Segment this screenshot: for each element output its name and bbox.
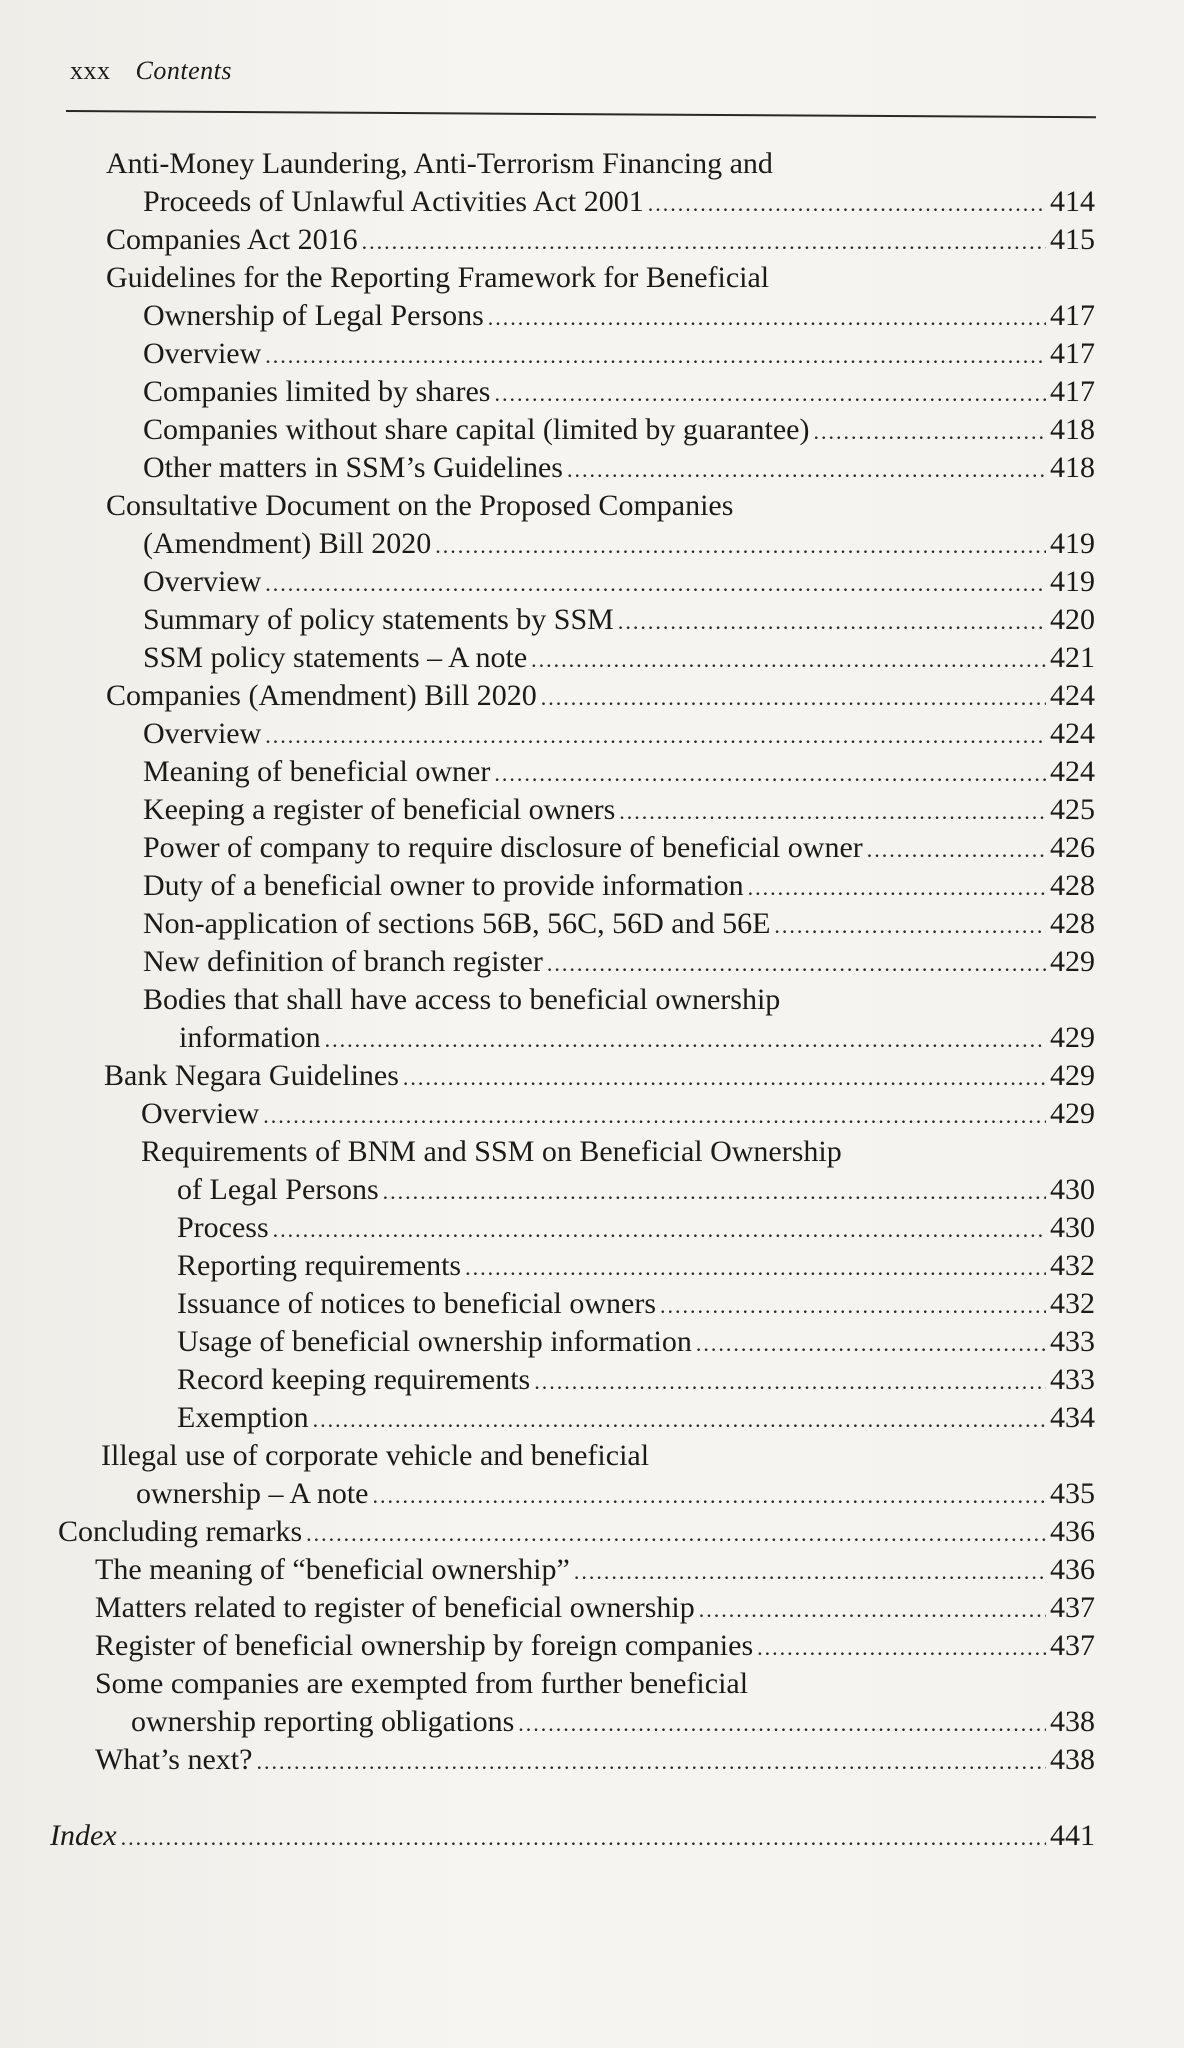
toc-entry-text: ownership – A note [136, 1477, 369, 1510]
leader-dots [494, 375, 1046, 413]
toc-entry-text: New definition of branch register [143, 945, 543, 978]
toc-entry [143, 867, 1095, 905]
toc-entry [177, 1323, 1095, 1361]
toc-entry [106, 145, 1092, 183]
leader-dots [774, 907, 1046, 945]
header-rule [66, 110, 1096, 118]
leader-dots [757, 1629, 1046, 1667]
toc-entry [58, 1513, 1095, 1551]
leader-dots [256, 1743, 1046, 1781]
toc-entry [141, 1133, 1091, 1171]
toc-entry [95, 1627, 1095, 1665]
toc-entry [143, 905, 1095, 943]
leader-dots [488, 299, 1046, 337]
toc-page-number: 430 [1050, 1211, 1095, 1244]
toc-entry-text: Other matters in SSM’s Guidelines [143, 451, 563, 484]
leader-dots [265, 717, 1046, 755]
toc-entry-text: SSM policy statements – A note [143, 641, 528, 674]
toc-entry [143, 525, 1095, 563]
leader-dots [325, 1021, 1046, 1059]
leader-dots [373, 1477, 1047, 1515]
toc-page-number: 435 [1050, 1477, 1095, 1510]
leader-dots [383, 1173, 1046, 1211]
toc-entry-text: Companies limited by shares [143, 375, 491, 408]
toc-entry [136, 1475, 1095, 1513]
toc-entry-text: Anti-Money Laundering, Anti-Terrorism Financing and [106, 147, 773, 180]
toc-entry-text: Companies without share capital (limited by guarantee) [143, 413, 810, 446]
toc-entry-text: Power of company to require disclosure of beneficial owner [143, 831, 863, 864]
toc-entry [106, 677, 1095, 715]
leader-dots [403, 1059, 1046, 1097]
toc-entry-text: Summary of policy statements by SSM [143, 603, 614, 636]
toc-entry-text: Bodies that shall have access to beneficial ownership [143, 983, 781, 1016]
toc-entry-text: ownership reporting obligations [131, 1705, 515, 1738]
toc-entry-text: Overview [141, 1097, 260, 1130]
toc-page-number: 425 [1050, 793, 1095, 826]
toc-page-number: 419 [1050, 565, 1095, 598]
toc-entry [177, 1361, 1095, 1399]
toc-page-number: 438 [1050, 1705, 1095, 1738]
toc-entry [143, 373, 1095, 411]
toc-entry-text: Overview [143, 717, 262, 750]
toc-entry-text: Usage of beneficial ownership information [177, 1325, 692, 1358]
toc-entry-text: Process [177, 1211, 269, 1244]
toc-entry [106, 221, 1095, 259]
toc-entry [131, 1703, 1095, 1741]
leader-dots [313, 1401, 1046, 1439]
leader-dots [465, 1249, 1046, 1287]
toc-entry [143, 943, 1095, 981]
toc-entry-text: Overview [143, 337, 262, 370]
toc-entry [141, 1095, 1095, 1133]
toc-entry-text: (Amendment) Bill 2020 [143, 527, 432, 560]
toc-entry [143, 601, 1095, 639]
toc-entry [95, 1741, 1095, 1779]
toc-entry [143, 449, 1095, 487]
toc-page-number: 437 [1050, 1629, 1095, 1662]
toc-entry [143, 715, 1095, 753]
toc-page-number: 432 [1050, 1287, 1095, 1320]
toc-page-number: 424 [1050, 755, 1095, 788]
toc-page-number: 433 [1050, 1363, 1095, 1396]
toc-entry [177, 1399, 1095, 1437]
toc-page-number: 415 [1050, 223, 1095, 256]
toc-entry [143, 981, 1093, 1019]
toc-page-number: 414 [1050, 185, 1095, 218]
leader-dots [867, 831, 1046, 869]
toc-page-number: 428 [1050, 907, 1095, 940]
toc-page-number: 417 [1050, 337, 1095, 370]
toc-entry-text: Register of beneficial ownership by foreign companies [95, 1629, 754, 1662]
toc-entry-text: Index [50, 1819, 117, 1852]
leader-dots [547, 945, 1046, 983]
toc-entry [143, 829, 1095, 867]
leader-dots [263, 1097, 1046, 1135]
toc-entry [177, 1247, 1095, 1285]
leader-dots [306, 1515, 1046, 1553]
leader-dots [531, 641, 1046, 679]
leader-dots [699, 1591, 1046, 1629]
leader-dots [494, 755, 1046, 793]
toc-entry-text: Keeping a register of beneficial owners [143, 793, 616, 826]
toc-page-number: 429 [1050, 1021, 1095, 1054]
toc-entry-text: Some companies are exempted from further beneficial [95, 1667, 749, 1700]
toc-page-number: 429 [1050, 1059, 1095, 1092]
toc-page-number: 436 [1050, 1553, 1095, 1586]
toc-entry [101, 1437, 1091, 1475]
toc-entry-text: Reporting requirements [177, 1249, 462, 1282]
toc-page-number: 418 [1050, 413, 1095, 446]
toc-entry-text: Bank Negara Guidelines [104, 1059, 399, 1092]
running-title: Contents [135, 56, 232, 85]
toc-page-number: 436 [1050, 1515, 1095, 1548]
toc-entry-text: Duty of a beneficial owner to provide information [143, 869, 744, 902]
toc-entry-text: Illegal use of corporate vehicle and beneficial [101, 1439, 650, 1472]
leader-dots [362, 223, 1046, 261]
toc-entry [95, 1589, 1095, 1627]
toc-page-number: 437 [1050, 1591, 1095, 1624]
toc-entry-text: Meaning of beneficial owner [143, 755, 491, 788]
toc-entry [177, 1209, 1095, 1247]
toc-entry-text: The meaning of “beneficial ownership” [95, 1553, 570, 1586]
toc-entry [106, 487, 1092, 525]
toc-entry-text: Guidelines for the Reporting Framework for Beneficial [106, 261, 770, 294]
toc-page-number: 432 [1050, 1249, 1095, 1282]
toc-entry-text: Overview [143, 565, 262, 598]
toc-entry [177, 1171, 1095, 1209]
toc-entry [143, 563, 1095, 601]
toc-entry [143, 183, 1095, 221]
toc-page-number: 441 [1050, 1819, 1095, 1852]
toc-entry [143, 297, 1095, 335]
toc-entry-text: of Legal Persons [177, 1173, 379, 1206]
leader-dots [618, 603, 1046, 641]
toc-entry-text: What’s next? [95, 1743, 253, 1776]
leader-dots [265, 565, 1046, 603]
running-head [70, 56, 232, 86]
toc-entry-text: Companies Act 2016 [106, 223, 358, 256]
leader-dots [648, 185, 1046, 223]
toc-entry [143, 753, 1095, 791]
leader-dots [574, 1553, 1046, 1591]
leader-dots [541, 679, 1046, 717]
leader-dots [696, 1325, 1046, 1363]
toc-entry [143, 335, 1095, 373]
toc-entry-text: Matters related to register of beneficial ownership [95, 1591, 695, 1624]
toc-entry-text: Proceeds of Unlawful Activities Act 2001 [143, 185, 644, 218]
toc-page-number: 433 [1050, 1325, 1095, 1358]
toc-entry-text: Exemption [177, 1401, 309, 1434]
toc-entry [143, 639, 1095, 677]
toc-page-number: 438 [1050, 1743, 1095, 1776]
toc-page-number: 434 [1050, 1401, 1095, 1434]
toc-entry [95, 1551, 1095, 1589]
toc-page-number: 420 [1050, 603, 1095, 636]
toc-entry-text: Requirements of BNM and SSM on Beneficial Ownership [141, 1135, 842, 1168]
toc-page-number: 417 [1050, 375, 1095, 408]
toc-entry-text: Ownership of Legal Persons [143, 299, 484, 332]
toc-page-number: 421 [1050, 641, 1095, 674]
toc-page-number: 428 [1050, 869, 1095, 902]
toc-entry [95, 1665, 1091, 1703]
leader-dots [435, 527, 1046, 565]
toc-page-number: 418 [1050, 451, 1095, 484]
toc-entry [177, 1285, 1095, 1323]
toc-page-number: 426 [1050, 831, 1095, 864]
leader-dots [813, 413, 1046, 451]
toc-page-number: 424 [1050, 679, 1095, 712]
toc-page-number: 429 [1050, 1097, 1095, 1130]
page-folio: xxx [70, 56, 111, 85]
toc-entry [104, 1057, 1095, 1095]
leader-dots [619, 793, 1046, 831]
leader-dots [748, 869, 1046, 907]
leader-dots [273, 1211, 1046, 1249]
toc-entry [143, 791, 1095, 829]
toc-entry [106, 259, 1092, 297]
toc-entry [143, 411, 1095, 449]
leader-dots [121, 1819, 1046, 1857]
toc-entry-text: Issuance of notices to beneficial owners [177, 1287, 656, 1320]
leader-dots [567, 451, 1046, 489]
toc-entry-text: Record keeping requirements [177, 1363, 531, 1396]
toc-entry-text: information [179, 1021, 321, 1054]
toc-page-number: 417 [1050, 299, 1095, 332]
toc-entry-text: Concluding remarks [58, 1515, 303, 1548]
toc-page-number: 424 [1050, 717, 1095, 750]
toc-page-number: 419 [1050, 527, 1095, 560]
leader-dots [534, 1363, 1046, 1401]
toc-entry-text: Companies (Amendment) Bill 2020 [106, 679, 537, 712]
toc-page-number: 430 [1050, 1173, 1095, 1206]
toc-entry [179, 1019, 1095, 1057]
leader-dots [518, 1705, 1046, 1743]
leader-dots [660, 1287, 1046, 1325]
toc-page-number: 429 [1050, 945, 1095, 978]
toc-entry-index [50, 1817, 1095, 1855]
leader-dots [265, 337, 1046, 375]
toc-entry-text: Consultative Document on the Proposed Companies [106, 489, 734, 522]
toc-entry-text: Non-application of sections 56B, 56C, 56D and 56E [143, 907, 771, 940]
